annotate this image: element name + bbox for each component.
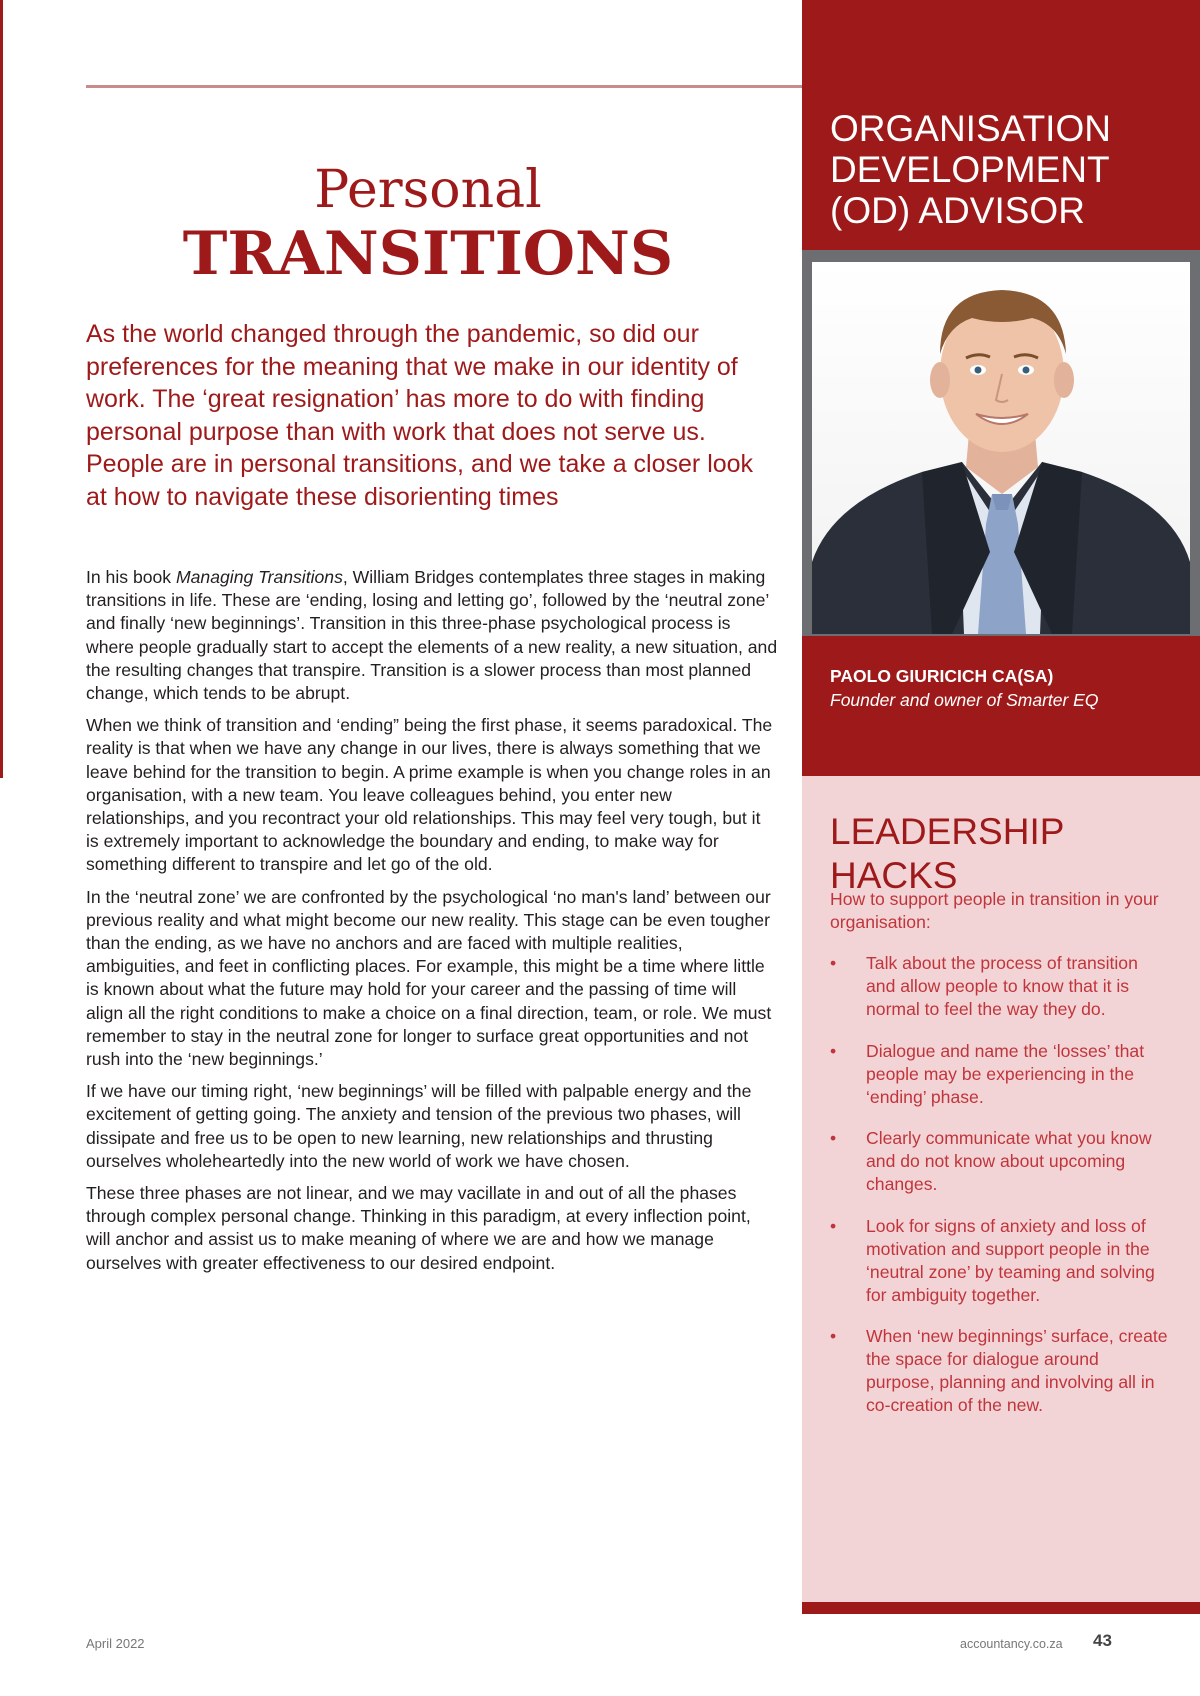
bullet-icon: • xyxy=(830,1326,837,1346)
title-main: TRANSITIONS xyxy=(182,219,674,289)
footer-date: April 2022 xyxy=(86,1636,145,1651)
footer-website[interactable]: accountancy.co.za xyxy=(960,1637,1063,1651)
sidebar xyxy=(802,0,1200,1614)
sidebar-bottom-bar xyxy=(802,1602,1200,1614)
author-role: ORGANISATION DEVELOPMENT (OD) ADVISOR xyxy=(830,108,1111,231)
book-title: Managing Transitions xyxy=(175,567,343,587)
author-portrait-illustration xyxy=(812,262,1190,634)
body-paragraph-4: If we have our timing right, ‘new beginnings’ will be filled with palpable energy and the excitement of getting going. The anxiety and tension of the previous two phases, will dissipate and free us to be open to new learning, new relationships and thrusting ourselves wholeheartedly into the new world of work we have chosen. xyxy=(86,1081,752,1171)
body-paragraph-1: In his book Managing Transitions, William Bridges contemplates three stages in making transitions in life. These are ‘ending, losing and letting go’, followed by the ‘neutral zone’ and finally ‘new beginnings’. Transition in this three-phase psychological process is where people gradually start to accept the elements of a new reality, a new situation, and the resulting changes that transpire. Transition is a slower process than most planned change, which tends to be abrupt. xyxy=(86,567,778,704)
leadership-hacks-box xyxy=(802,776,1200,1602)
bullet-icon: • xyxy=(830,953,837,973)
list-item: • Talk about the process of transition and allow people to know that it is normal to feel the way they do. xyxy=(830,953,1138,1019)
title-top: Personal xyxy=(314,160,542,220)
author-byline xyxy=(802,636,1200,776)
article-body xyxy=(86,566,778,1284)
list-item: • Look for signs of anxiety and loss of motivation and support people in the ‘neutral zone’ by teaming and solving for ambiguity together. xyxy=(830,1215,1155,1305)
list-item: • When ‘new beginnings’ surface, create the space for dialogue around purpose, planning and involving all in co-creation of the new. xyxy=(830,1326,1168,1415)
author-title: Founder and owner of Smarter EQ xyxy=(830,690,1099,710)
intro-standfirst: As the world changed through the pandemic, so did our preferences for the meaning that we make in our identity of work. The ‘great resignation’ has more to do with finding personal purpose than with work that does not serve us. People are in personal transitions, and we take a closer look at how to navigate these disorienting times xyxy=(86,320,754,511)
body-paragraph-5: These three phases are not linear, and we may vacillate in and out of all the phases through complex personal change. Thinking in this paradigm, at every inflection point, will anchor and assist us to make meaning of where we are and how we manage ourselves with greater effectiveness to our desired endpoint. xyxy=(86,1183,751,1273)
bullet-icon: • xyxy=(830,1215,837,1236)
body-paragraph-2: When we think of transition and ‘ending” being the first phase, it seems paradoxical. The reality is that when we have any change in our lives, there is always something that we leave behind for the transition to begin. A prime example is when you change roles in an organisation, with a new team. You leave colleagues behind, you enter new relationships, and you recontract your old relationships. This may feel very tough, but it is extremely important to acknowledge the boundary and ending, to make way for something different to transpire and let go of the old. xyxy=(86,715,773,875)
body-paragraph-3: In the ‘neutral zone’ we are confronted by the psychological ‘no man's land’ between our previous reality and what might become our new reality. This stage can be even tougher than the ending, as we have no anchors and are faced with multiple realities, ambiguities, and feet in conflicting places. For example, this might be a time where little is known about what the future may hold for your career and the passing of time will align all the right conditions to make a choice on a final direction, team, or role. We must remember to stay in the neutral zone for longer to surface great opportunities and not rush into the ‘new beginnings.’ xyxy=(86,886,772,1070)
left-edge-bar xyxy=(0,0,3,778)
author-photo xyxy=(812,262,1190,634)
top-rule xyxy=(86,85,802,88)
list-item: • Dialogue and name the ‘losses’ that people may be experiencing in the ‘ending’ phase. xyxy=(830,1040,1145,1107)
list-item: • Clearly communicate what you know and do not know about upcoming changes. xyxy=(830,1128,1152,1194)
author-name: PAOLO GIURICICH CA(SA) xyxy=(830,666,1054,686)
hacks-list xyxy=(830,952,1170,1436)
article-title xyxy=(86,160,770,288)
bullet-icon: • xyxy=(830,1128,837,1148)
author-photo-frame xyxy=(802,250,1200,636)
sidebar-header xyxy=(802,0,1200,250)
page-number: 43 xyxy=(1093,1631,1112,1650)
hacks-intro: How to support people in transition in your organisation: xyxy=(830,889,1159,933)
bullet-icon: • xyxy=(830,1040,837,1061)
hacks-heading: LEADERSHIP HACKS xyxy=(830,811,1064,896)
